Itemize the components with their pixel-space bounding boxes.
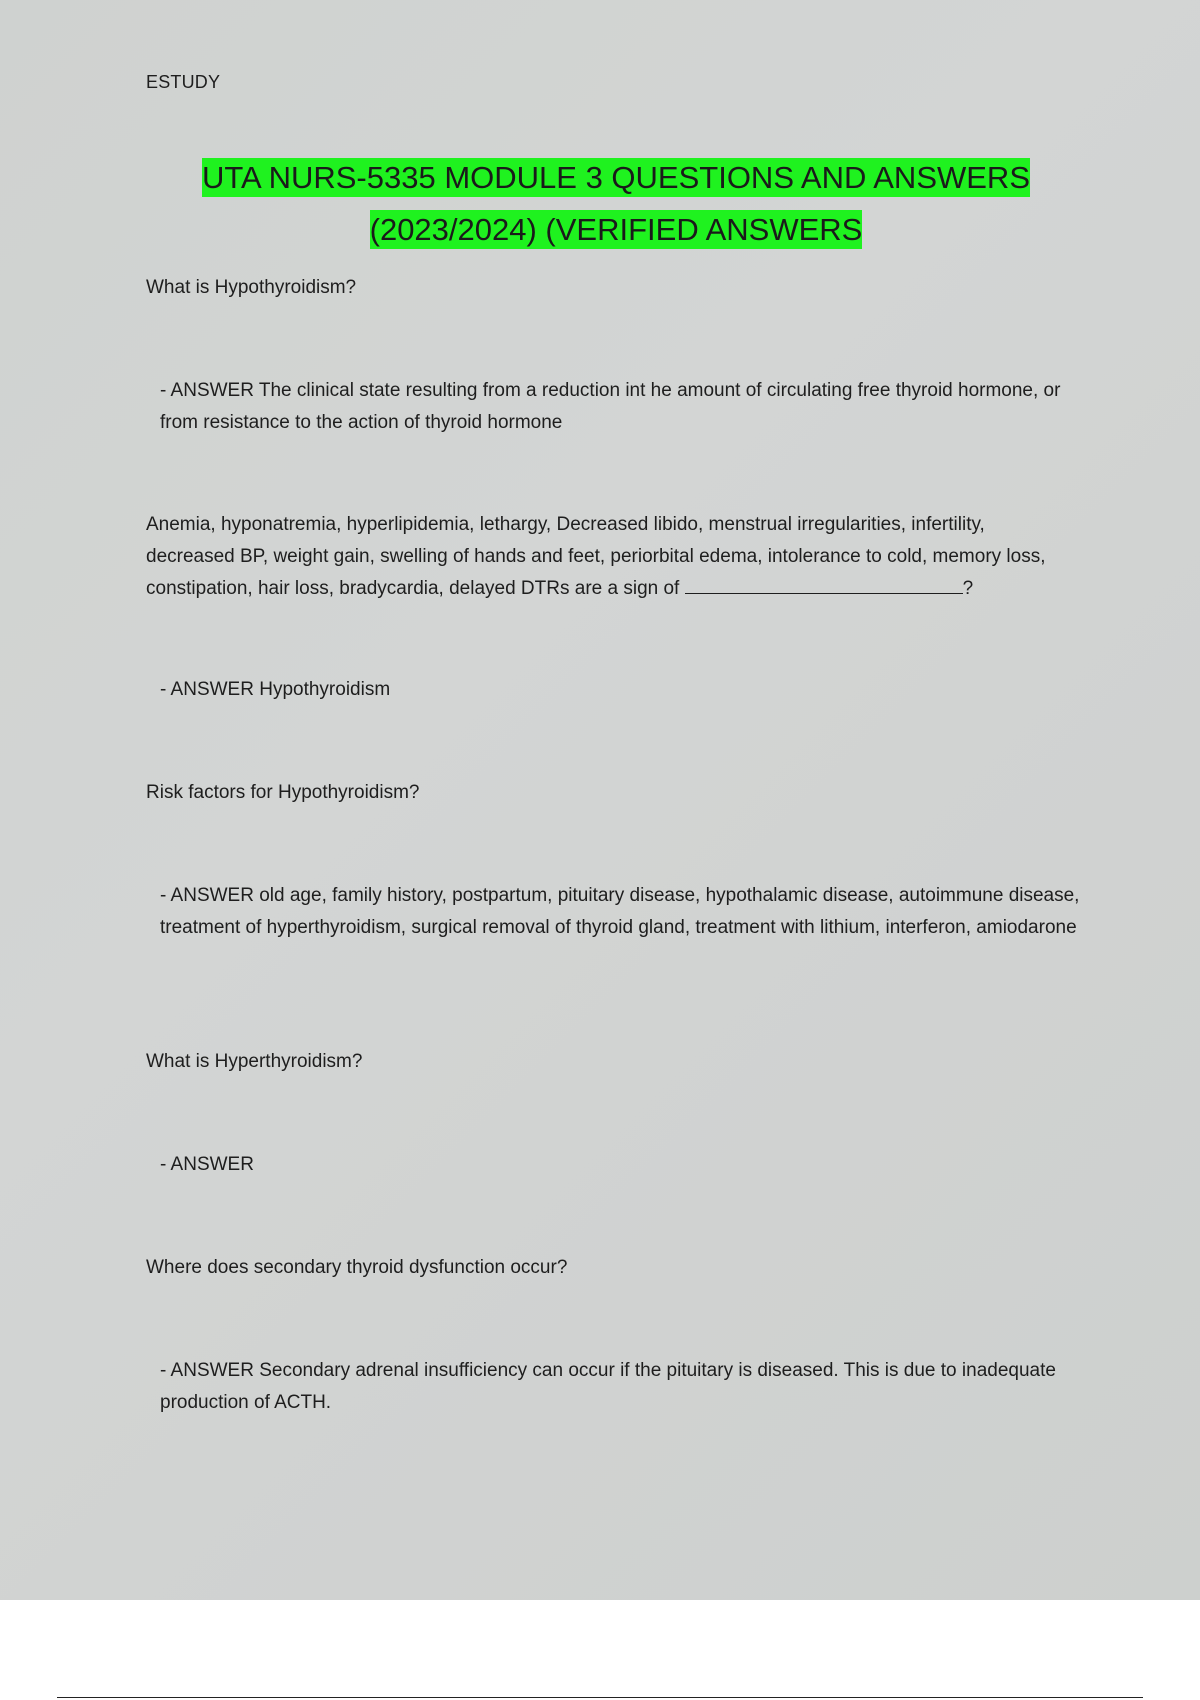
answer-5: - ANSWER Secondary adrenal insufficiency can occur if the pituitary is diseased. This is due to inadequate production of ACTH.: [160, 1360, 1056, 1413]
answer-2: - ANSWER Hypothyroidism: [160, 679, 391, 700]
question-5: Where does secondary thyroid dysfunction occur?: [146, 1257, 568, 1278]
answer-3: - ANSWER old age, family history, postpartum, pituitary disease, hypothalamic disease, autoimmune disease, treatment of hyperthyroidism, surgical removal of thyroid gland, treatment with lithium, interferon, amiodarone: [160, 885, 1080, 938]
question-2-text: Anemia, hyponatremia, hyperlipidemia, lethargy, Decreased libido, menstrual irregularities, infertility, decreased BP, weight gain, swelling of hands and feet, periorbital edema, intolerance to cold, memory loss, constipation, hair loss, bradycardia, delayed DTRs are a sign of: [146, 514, 1046, 599]
header-label: ESTUDY: [146, 72, 221, 92]
question-1: What is Hypothyroidism?: [146, 277, 357, 298]
document-title: [120, 152, 1112, 256]
question-2-end: ?: [962, 578, 974, 599]
fill-in-blank: [685, 573, 963, 594]
question-3: Risk factors for Hypothyroidism?: [146, 782, 420, 803]
footer-divider: [57, 1697, 1143, 1698]
title-line-2: (2023/2024) (VERIFIED ANSWERS: [369, 212, 863, 247]
question-2: [146, 509, 1076, 605]
answer-1: - ANSWER The clinical state resulting from a reduction int he amount of circulating free thyroid hormone, or from resistance to the action of thyroid hormone: [160, 380, 1061, 433]
title-line-1: UTA NURS-5335 MODULE 3 QUESTIONS AND ANSWERS: [201, 160, 1030, 195]
question-4: What is Hyperthyroidism?: [146, 1051, 363, 1072]
answer-4: - ANSWER: [160, 1154, 254, 1175]
